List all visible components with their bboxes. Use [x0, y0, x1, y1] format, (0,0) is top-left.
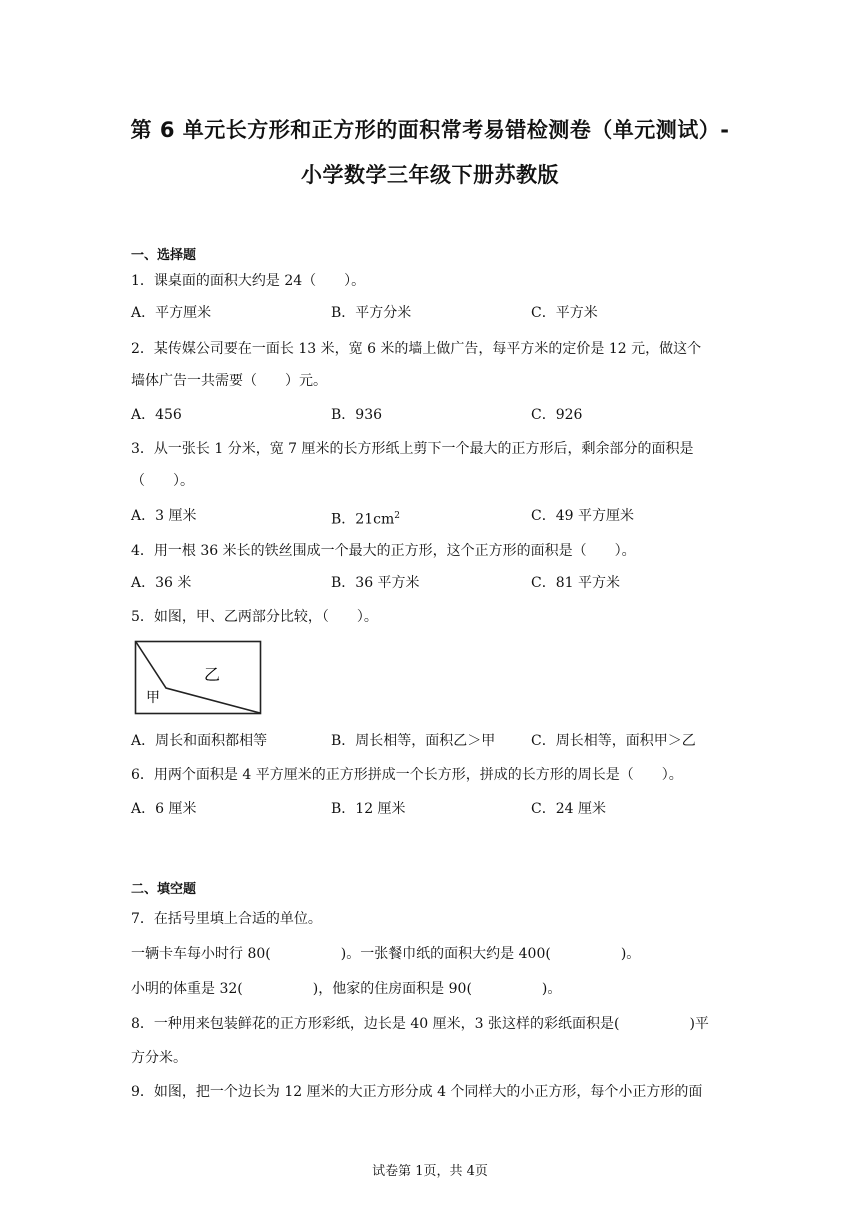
question-2-stem-line1: 2．某传媒公司要在一面长 13 米，宽 6 米的墙上做广告，每平方米的定价是 12 元，做这个 [131, 341, 702, 357]
figure-label-jia: 甲 [146, 690, 160, 706]
question-6-option-a: A．6 厘米 [131, 801, 197, 817]
figure-label-yi: 乙 [204, 665, 221, 684]
question-2-option-a: A．456 [131, 407, 182, 423]
question-6-option-c: C．24 厘米 [531, 801, 606, 817]
question-6-stem: 6．用两个面积是 4 平方厘米的正方形拼成一个长方形，拼成的长方形的周长是（ ）。 [131, 767, 683, 783]
question-9-stem-line1: 9．如图，把一个边长为 12 厘米的大正方形分成 4 个同样大的小正方形，每个小正方形的面 [131, 1084, 703, 1100]
superscript-two: 2 [394, 511, 400, 521]
question-3-option-b [331, 507, 400, 529]
section-heading-choice: 一、选择题 [131, 248, 197, 263]
page-footer: 试卷第 1页，共 4页 [372, 1164, 488, 1179]
page-title-line1: 第 6 单元长方形和正方形的面积常考易错检测卷（单元测试）- [130, 118, 730, 142]
question-1-option-a: A．平方厘米 [131, 305, 212, 321]
question-5-option-c: C．周长相等，面积甲＞乙 [531, 733, 696, 749]
question-4-option-b: B．36 平方米 [331, 575, 420, 591]
question-3-option-a: A．3 厘米 [131, 508, 197, 524]
question-1-stem: 1．课桌面的面积大约是 24（ ）。 [131, 273, 366, 289]
question-6-option-b: B．12 厘米 [331, 801, 406, 817]
question-8-stem-line2: 方分米。 [131, 1050, 187, 1066]
question-7-line1: 一辆卡车每小时行 80( )。一张餐巾纸的面积大约是 400( )。 [131, 946, 641, 962]
question-4-option-a: A．36 米 [131, 575, 192, 591]
question-3-stem-line2: （ ）。 [131, 473, 194, 489]
question-3-option-c: C．49 平方厘米 [531, 508, 634, 524]
question-5-stem: 5．如图，甲、乙两部分比较，（ ）。 [131, 609, 378, 625]
page-title-line2: 小学数学三年级下册苏教版 [301, 163, 559, 187]
question-3-option-b-text: B．21cm [331, 511, 395, 528]
question-4-option-c: C．81 平方米 [531, 575, 620, 591]
section-heading-fill-in: 二、填空题 [131, 882, 197, 897]
question-5-option-a: A．周长和面积都相等 [131, 733, 268, 749]
question-4-stem: 4．用一根 36 米长的铁丝围成一个最大的正方形，这个正方形的面积是（ ）。 [131, 543, 636, 559]
question-7-line2: 小明的体重是 32( )，他家的住房面积是 90( )。 [131, 981, 562, 997]
question-5-option-b: B．周长相等，面积乙＞甲 [331, 733, 496, 749]
question-7-stem: 7．在括号里填上合适的单位。 [131, 911, 322, 927]
question-2-option-c: C．926 [531, 407, 583, 423]
rectangle-division-figure [134, 640, 264, 718]
question-2-option-b: B．936 [331, 407, 383, 423]
question-3-stem-line1: 3．从一张长 1 分米，宽 7 厘米的长方形纸上剪下一个最大的正方形后，剩余部分的面积是 [131, 441, 694, 457]
question-2-stem-line2: 墙体广告一共需要（ ）元。 [131, 373, 327, 389]
question-1-option-c: C．平方米 [531, 305, 598, 321]
question-1-option-b: B．平方分米 [331, 305, 412, 321]
question-8-stem-line1: 8．一种用来包装鲜花的正方形彩纸，边长是 40 厘米，3 张这样的彩纸面积是( )平 [131, 1016, 709, 1032]
